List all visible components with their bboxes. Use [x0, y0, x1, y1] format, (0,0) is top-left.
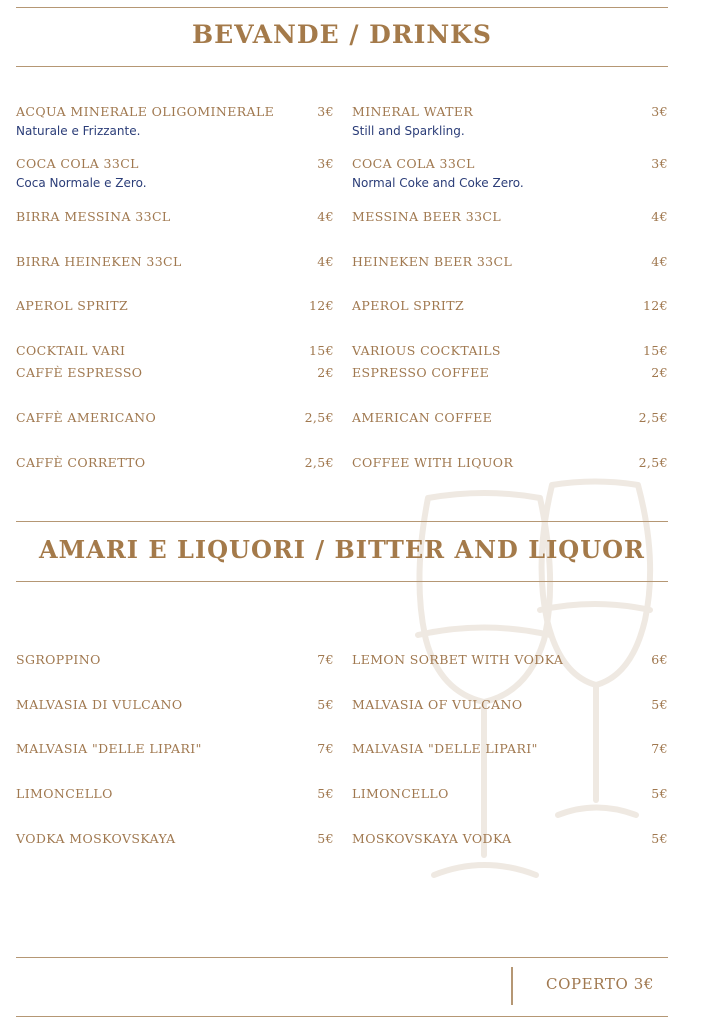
item-name-it: CAFFÈ ESPRESSO	[16, 365, 143, 380]
item-name-it: BIRRA HEINEKEN 33CL	[16, 254, 182, 269]
menu-row	[0, 209, 724, 229]
divider	[16, 957, 668, 958]
menu-row	[0, 831, 724, 851]
item-price-en: 12€	[642, 298, 668, 313]
item-name-en: COCA COLA 33CL	[352, 156, 475, 171]
item-price-it: 3€	[317, 156, 334, 171]
drinks-section-title: BEVANDE / DRINKS	[192, 20, 492, 49]
item-name-en: LEMON SORBET WITH VODKA	[352, 652, 564, 667]
item-price-it: 3€	[317, 104, 334, 119]
item-name-en: ESPRESSO COFFEE	[352, 365, 490, 380]
menu-row	[0, 741, 724, 761]
cover-charge: COPERTO 3€	[546, 975, 655, 993]
item-name-en: MALVASIA "DELLE LIPARI"	[352, 741, 538, 756]
item-name-it: MALVASIA "DELLE LIPARI"	[16, 741, 202, 756]
divider	[16, 521, 668, 522]
menu-row	[0, 104, 724, 138]
menu-row	[0, 786, 724, 806]
item-name-it: SGROPPINO	[16, 652, 101, 667]
item-name-en: APEROL SPRITZ	[352, 298, 465, 313]
item-price-it: 4€	[317, 209, 334, 224]
item-price-en: 2,5€	[638, 410, 668, 425]
item-price-en: 3€	[651, 156, 668, 171]
item-price-en: 15€	[642, 343, 668, 358]
item-price-it: 5€	[317, 786, 334, 801]
item-price-it: 2,5€	[304, 455, 334, 470]
item-subtitle-en: Still and Sparkling.	[352, 124, 465, 138]
item-price-en: 2€	[651, 365, 668, 380]
item-price-en: 3€	[651, 104, 668, 119]
item-name-it: COCA COLA 33CL	[16, 156, 139, 171]
footer-vertical-divider	[511, 967, 513, 1005]
item-price-it: 2€	[317, 365, 334, 380]
item-name-it: LIMONCELLO	[16, 786, 113, 801]
item-name-en: MOSKOVSKAYA VODKA	[352, 831, 512, 846]
item-price-it: 2,5€	[304, 410, 334, 425]
item-price-en: 5€	[651, 786, 668, 801]
item-price-en: 5€	[651, 831, 668, 846]
menu-row	[0, 343, 724, 363]
item-subtitle-it: Coca Normale e Zero.	[16, 176, 147, 190]
item-name-en: AMERICAN COFFEE	[352, 410, 493, 425]
item-name-it: CAFFÈ CORRETTO	[16, 455, 146, 470]
item-name-it: COCKTAIL VARI	[16, 343, 126, 358]
item-name-it: MALVASIA DI VULCANO	[16, 697, 183, 712]
menu-row	[0, 156, 724, 190]
item-name-en: MINERAL WATER	[352, 104, 474, 119]
item-name-en: LIMONCELLO	[352, 786, 449, 801]
item-price-it: 15€	[308, 343, 334, 358]
item-price-it: 5€	[317, 831, 334, 846]
menu-row	[0, 254, 724, 274]
item-price-it: 5€	[317, 697, 334, 712]
item-name-it: CAFFÈ AMERICANO	[16, 410, 157, 425]
item-subtitle-it: Naturale e Frizzante.	[16, 124, 141, 138]
item-name-it: ACQUA MINERALE OLIGOMINERALE	[16, 104, 275, 119]
menu-row	[0, 410, 724, 430]
item-price-it: 7€	[317, 741, 334, 756]
item-name-en: COFFEE WITH LIQUOR	[352, 455, 514, 470]
item-price-en: 4€	[651, 254, 668, 269]
item-subtitle-en: Normal Coke and Coke Zero.	[352, 176, 524, 190]
menu-row	[0, 697, 724, 717]
item-price-en: 5€	[651, 697, 668, 712]
item-price-en: 6€	[651, 652, 668, 667]
item-name-it: BIRRA MESSINA 33CL	[16, 209, 171, 224]
menu-row	[0, 365, 724, 385]
item-name-en: MESSINA BEER 33CL	[352, 209, 502, 224]
item-price-it: 7€	[317, 652, 334, 667]
divider	[16, 1016, 668, 1017]
item-price-en: 2,5€	[638, 455, 668, 470]
item-price-it: 12€	[308, 298, 334, 313]
menu-row	[0, 455, 724, 475]
item-price-it: 4€	[317, 254, 334, 269]
item-name-en: VARIOUS COCKTAILS	[352, 343, 501, 358]
item-price-en: 7€	[651, 741, 668, 756]
divider	[16, 66, 668, 67]
divider	[16, 7, 668, 8]
item-name-en: MALVASIA OF VULCANO	[352, 697, 523, 712]
item-name-it: VODKA MOSKOVSKAYA	[16, 831, 176, 846]
menu-row	[0, 298, 724, 318]
menu-row	[0, 652, 724, 672]
item-name-it: APEROL SPRITZ	[16, 298, 129, 313]
item-name-en: HEINEKEN BEER 33CL	[352, 254, 513, 269]
divider	[16, 581, 668, 582]
liquors-section-title: AMARI E LIQUORI / BITTER AND LIQUOR	[39, 535, 645, 564]
item-price-en: 4€	[651, 209, 668, 224]
